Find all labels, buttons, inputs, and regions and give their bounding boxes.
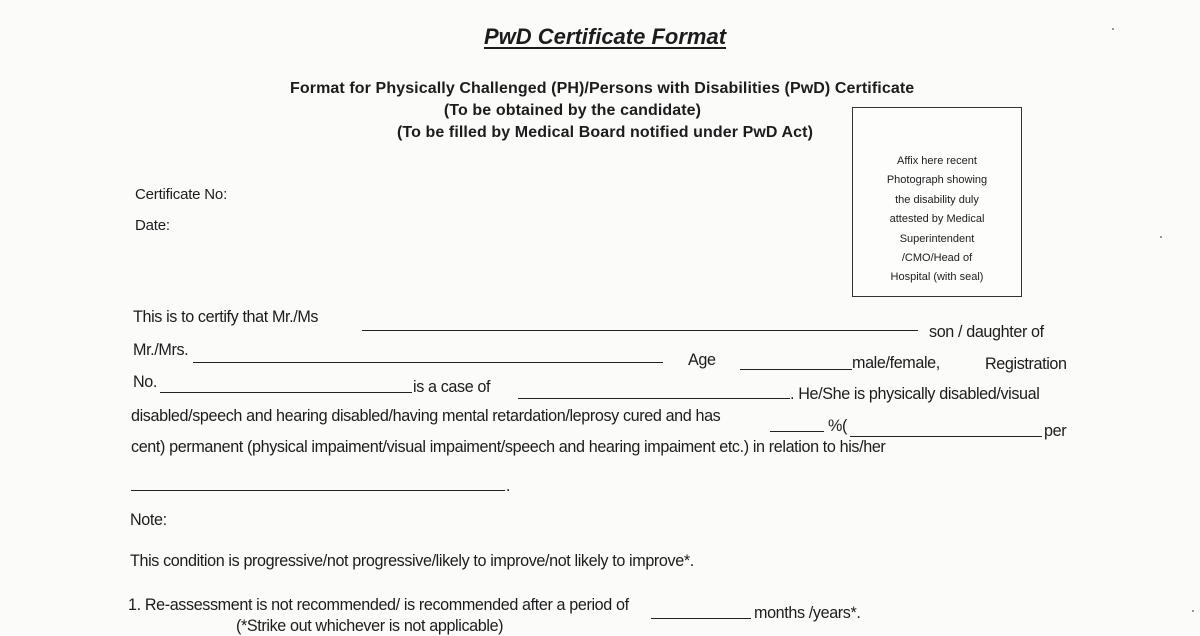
document-title: PwD Certificate Format [483,24,727,49]
heading-line-1: Format for Physically Challenged (PH)/Persons with Disabilities (PwD) Certificate [290,80,915,97]
percent-blank [770,431,824,432]
scan-speck [1112,28,1114,30]
body-line-2-start: Mr./Mrs. [133,340,189,359]
relation-blank [131,490,505,491]
body-line-1-end: son / daughter of [929,322,1044,341]
case-of-label: is a case of [413,377,491,396]
heading-line-3: (To be filled by Medical Board notified under PwD Act) [396,124,814,141]
gender-label: male/female, [852,353,940,372]
strike-note: (*Strike out whichever is not applicable) [236,616,504,635]
age-label: Age [688,350,716,369]
registration-no-blank [160,392,412,393]
case-of-blank [518,398,790,399]
date-label: Date: [135,217,170,234]
percent-symbol: %( [828,416,847,435]
body-line-6-end: . [506,476,511,495]
name-blank [362,330,918,331]
body-line-4-start: disabled/speech and hearing disabled/having mental retardation/leprosy cured and has [131,406,721,425]
registration-no-label: No. [133,372,158,391]
scan-speck [1192,610,1194,612]
note-label: Note: [130,510,167,529]
condition-statement: This condition is progressive/not progressive/likely to improve/not likely to improve*. [130,551,694,570]
photo-box [852,107,1022,297]
certificate-no-label: Certificate No: [135,186,228,203]
scan-speck [1160,236,1162,238]
heading-line-2: (To be obtained by the candidate) [443,102,702,119]
body-line-5: cent) permanent (physical impaiment/visual impaiment/speech and hearing impaiment etc.) in relation to his/her [131,437,886,456]
period-unit-label: months /years*. [754,603,861,622]
per-label: per [1044,421,1067,440]
body-line-1-start: This is to certify that Mr./Ms [133,307,319,326]
period-blank [651,618,751,619]
photo-instructions: Affix here recent Photograph showing the disability duly attested by Medical Superintendent /CMO/Head of Hospital (with seal) [886,155,988,284]
registration-label: Registration [985,354,1067,373]
body-line-3-end: . He/She is physically disabled/visual [790,384,1040,403]
parent-name-blank [193,362,663,363]
reassessment-statement: 1. Re-assessment is not recommended/ is recommended after a period of [128,595,629,614]
age-blank [740,369,852,370]
